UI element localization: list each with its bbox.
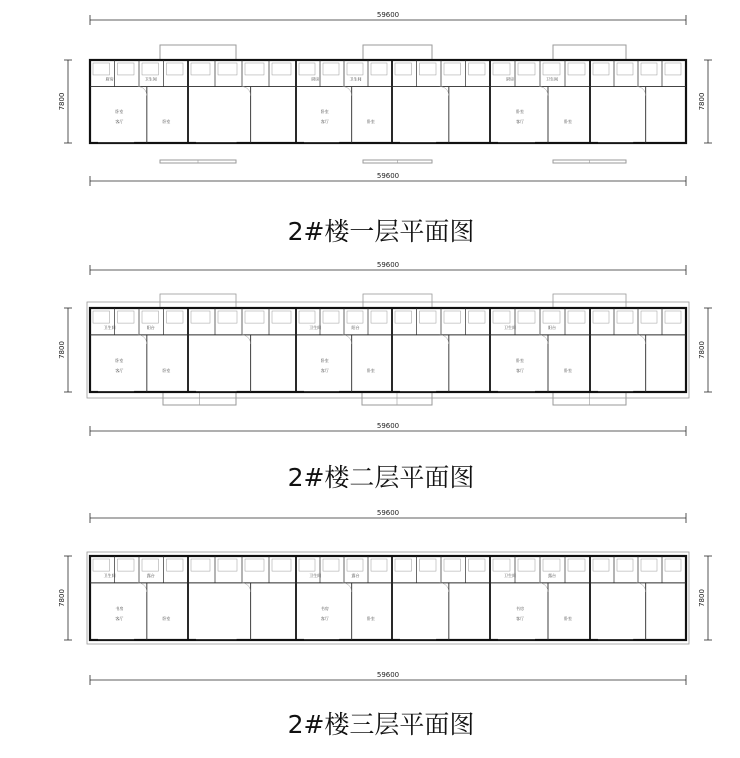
dimension-top-label: 59600 (376, 261, 400, 269)
dimension-top-label: 59600 (376, 11, 400, 19)
fixture (272, 559, 291, 571)
fixture (299, 63, 315, 75)
room-label: 露台 (548, 572, 556, 578)
fixture (191, 63, 210, 75)
door-swing (637, 335, 646, 344)
door-swing (343, 583, 352, 592)
upper-canopy (160, 294, 236, 308)
fixture (641, 311, 657, 323)
dimension-bottom-label: 59600 (376, 172, 400, 180)
room-label: 卧室 (564, 616, 572, 621)
room-label: 客厅 (516, 616, 524, 621)
door-swing (440, 583, 449, 592)
room-label: 卫生间 (309, 324, 322, 330)
fixture (245, 311, 264, 323)
room-label: 卫生间 (309, 572, 322, 578)
room-label: 卧室 (320, 358, 329, 363)
room-label: 卫生间 (144, 76, 157, 82)
fixture (469, 63, 486, 75)
entrance-canopy (160, 45, 236, 60)
room-label: 卧室 (516, 358, 524, 363)
room-label: 客厅 (320, 119, 329, 124)
floor-plan-3 (58, 509, 712, 739)
fixture (665, 311, 681, 323)
fixture (518, 311, 535, 323)
room-label: 厨房 (105, 76, 114, 82)
fixture (444, 311, 461, 323)
fixture (118, 63, 135, 75)
fixture (272, 63, 291, 75)
fixture (371, 559, 387, 571)
upper-canopy (363, 294, 432, 308)
room-label: 卫生间 (103, 572, 116, 578)
door-swing (539, 335, 548, 344)
fixture (371, 311, 387, 323)
fixture (617, 63, 633, 75)
door-swing (440, 335, 449, 344)
door-swing (343, 87, 352, 96)
room-label: 书房 (516, 606, 524, 611)
dimension-left-label: 7800 (58, 92, 66, 111)
door-swing (242, 87, 251, 96)
fixture (167, 559, 184, 571)
room-label: 卫生间 (349, 76, 362, 82)
fixture (167, 311, 184, 323)
door-swing (539, 583, 548, 592)
room-label: 客厅 (516, 368, 524, 373)
fixture (665, 63, 681, 75)
fixture (641, 63, 657, 75)
room-label: 卫生间 (103, 324, 116, 330)
fixture (245, 559, 264, 571)
fixture (245, 63, 264, 75)
fixture (191, 559, 210, 571)
fixture (543, 63, 560, 75)
room-label: 卧室 (115, 109, 124, 114)
fixture (299, 311, 315, 323)
fixture (323, 63, 339, 75)
dimension-right-label: 7800 (698, 341, 706, 359)
room-label: 卫生间 (504, 572, 516, 578)
room-label: 卫生间 (546, 76, 558, 82)
floor-title: 2#楼一层平面图 (287, 217, 475, 246)
room-label: 厨房 (311, 76, 320, 82)
fixture (493, 559, 510, 571)
door-swing (242, 335, 251, 344)
room-label: 卧室 (366, 119, 375, 124)
exterior-wall (90, 60, 686, 143)
fixture (299, 559, 315, 571)
room-label: 客厅 (320, 616, 329, 621)
fixture (568, 311, 585, 323)
room-label: 卫生间 (504, 324, 516, 330)
room-label: 客厅 (320, 368, 329, 373)
fixture (543, 559, 560, 571)
floor-title: 2#楼二层平面图 (287, 463, 475, 492)
room-label: 露台 (351, 572, 360, 578)
fixture (493, 63, 510, 75)
fixture (568, 63, 585, 75)
fixture (142, 559, 159, 571)
fixture (272, 311, 291, 323)
room-label: 书房 (115, 606, 124, 611)
fixture (347, 559, 363, 571)
fixture (395, 63, 412, 75)
fixture (568, 559, 585, 571)
fixture (420, 311, 437, 323)
fixture (323, 311, 339, 323)
fixture (469, 559, 486, 571)
fixture (142, 311, 159, 323)
floor-plan-1 (58, 11, 712, 246)
entrance-canopy (553, 45, 626, 60)
room-label: 卧室 (162, 368, 171, 373)
fixture (142, 63, 159, 75)
fixture (593, 311, 609, 323)
upper-canopy (553, 294, 626, 308)
door-swing (440, 87, 449, 96)
room-label: 露台 (146, 572, 155, 578)
fixture (93, 559, 110, 571)
fixture (395, 311, 412, 323)
fixture (395, 559, 412, 571)
fixture (469, 311, 486, 323)
fixture (543, 311, 560, 323)
fixture (218, 311, 237, 323)
fixture (347, 63, 363, 75)
room-label: 卧室 (320, 109, 329, 114)
fixture (93, 63, 110, 75)
fixture (593, 559, 609, 571)
room-label: 阳台 (548, 324, 556, 330)
dimension-top-label: 59600 (376, 509, 400, 517)
room-label: 卧室 (366, 368, 375, 373)
room-label: 卧室 (564, 368, 572, 373)
fixture (323, 559, 339, 571)
fixture (518, 559, 535, 571)
roof-eave-outline (87, 302, 689, 398)
fixture (444, 63, 461, 75)
door-swing (637, 87, 646, 96)
roof-eave-outline (87, 552, 689, 644)
fixture (218, 63, 237, 75)
door-swing (138, 87, 147, 96)
fixture (118, 559, 135, 571)
door-swing (343, 335, 352, 344)
dimension-bottom-label: 59600 (376, 671, 400, 679)
fixture (93, 311, 110, 323)
fixture (347, 311, 363, 323)
fixture (617, 559, 633, 571)
door-swing (138, 335, 147, 344)
room-label: 厨房 (506, 76, 514, 82)
fixture (420, 63, 437, 75)
room-label: 卧室 (366, 616, 375, 621)
floor-title: 2#楼三层平面图 (287, 710, 475, 739)
dimension-left-label: 7800 (58, 341, 66, 359)
fixture (665, 559, 681, 571)
room-label: 卧室 (162, 616, 171, 621)
room-label: 客厅 (115, 616, 124, 621)
fixture (191, 311, 210, 323)
dimension-left-label: 7800 (58, 589, 66, 607)
room-label: 卧室 (162, 119, 171, 124)
door-swing (138, 583, 147, 592)
fixture (593, 63, 609, 75)
fixture (167, 63, 184, 75)
fixture (420, 559, 437, 571)
room-label: 书房 (320, 606, 329, 611)
room-label: 卧室 (115, 358, 124, 363)
fixture (371, 63, 387, 75)
room-label: 阳台 (351, 324, 360, 330)
room-label: 卧室 (564, 119, 572, 124)
dimension-bottom-label: 59600 (376, 422, 400, 430)
room-label: 阳台 (146, 324, 155, 330)
fixture (518, 63, 535, 75)
door-swing (242, 583, 251, 592)
room-label: 客厅 (115, 368, 124, 373)
room-label: 卧室 (516, 109, 524, 114)
room-label: 客厅 (516, 119, 524, 124)
room-label: 客厅 (115, 119, 124, 124)
fixture (218, 559, 237, 571)
entrance-canopy (363, 45, 432, 60)
exterior-wall (90, 308, 686, 392)
fixture (118, 311, 135, 323)
dimension-right-label: 7800 (698, 92, 706, 111)
door-swing (637, 583, 646, 592)
fixture (617, 311, 633, 323)
fixture (493, 311, 510, 323)
dimension-right-label: 7800 (698, 589, 706, 607)
fixture (641, 559, 657, 571)
fixture (444, 559, 461, 571)
exterior-wall (90, 556, 686, 640)
floor-plan-2 (58, 261, 712, 492)
door-swing (539, 87, 548, 96)
